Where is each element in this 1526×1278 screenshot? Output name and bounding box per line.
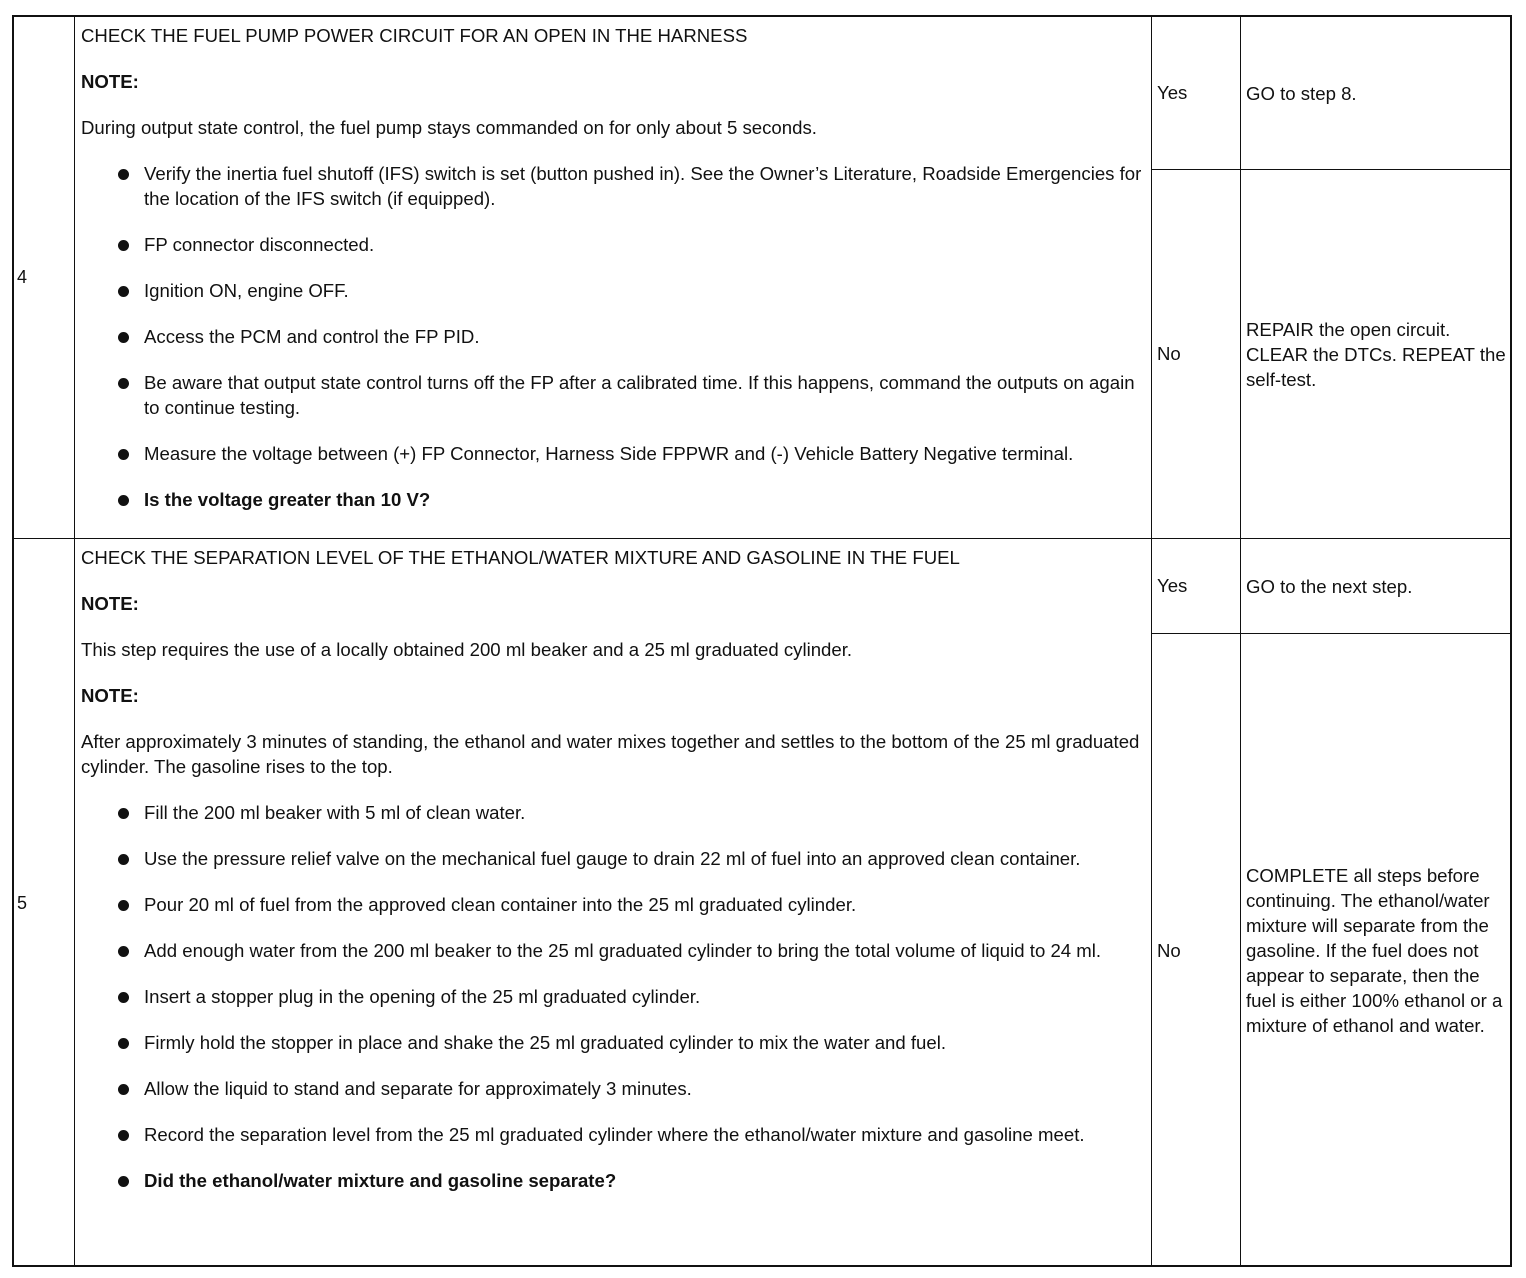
step-heading: CHECK THE FUEL PUMP POWER CIRCUIT FOR AN OPEN IN THE HARNESS bbox=[81, 25, 748, 46]
bullet-icon bbox=[118, 449, 129, 460]
answer-yes-action: GO to the next step. bbox=[1246, 575, 1413, 597]
instruction-item: Pour 20 ml of fuel from the approved clean container into the 25 ml graduated cylinder. bbox=[81, 892, 1143, 917]
instruction-item: Ignition ON, engine OFF. bbox=[81, 278, 1143, 303]
answer-no-label: No bbox=[1152, 634, 1241, 1267]
step-action bbox=[75, 17, 1152, 538]
instruction-list bbox=[81, 800, 1143, 1193]
step-row-4 bbox=[14, 17, 1510, 539]
note-label: NOTE: bbox=[81, 685, 139, 706]
bullet-icon bbox=[118, 378, 129, 389]
instruction-item: Be aware that output state control turns off the FP after a calibrated time. If this happens, command the outputs on again to continue testing. bbox=[81, 370, 1143, 420]
bullet-icon bbox=[118, 808, 129, 819]
bullet-icon bbox=[118, 332, 129, 343]
answer-yes bbox=[1152, 17, 1510, 170]
answers-column bbox=[1152, 539, 1510, 1267]
bullet-icon bbox=[118, 946, 129, 957]
note-label: NOTE: bbox=[81, 593, 139, 614]
answer-no bbox=[1152, 170, 1510, 538]
diagnostic-table bbox=[12, 15, 1512, 1267]
bullet-icon bbox=[118, 1084, 129, 1095]
bullet-icon bbox=[118, 286, 129, 297]
instruction-item: Measure the voltage between (+) FP Connector, Harness Side FPPWR and (-) Vehicle Battery Negative terminal. bbox=[81, 441, 1143, 466]
bullet-icon bbox=[118, 854, 129, 865]
instruction-item: Insert a stopper plug in the opening of the 25 ml graduated cylinder. bbox=[81, 984, 1143, 1009]
note-text: After approximately 3 minutes of standing, the ethanol and water mixes together and settles to the bottom of the 25 ml graduated cylinder. The gasoline rises to the top. bbox=[81, 731, 1140, 777]
instruction-item: Verify the inertia fuel shutoff (IFS) switch is set (button pushed in). See the Owner’s Literature, Roadside Emergencies for the location of the IFS switch (if equipped). bbox=[81, 161, 1143, 211]
answer-yes-label: Yes bbox=[1152, 539, 1241, 633]
step-action bbox=[75, 539, 1152, 1267]
answer-yes bbox=[1152, 539, 1510, 634]
bullet-icon bbox=[118, 1130, 129, 1141]
answer-no-label: No bbox=[1152, 170, 1241, 538]
answer-no-action: COMPLETE all steps before continuing. The ethanol/water mixture will separate from the gasoline. If the fuel does not appear to separate, then the fuel is either 100% ethanol or a mixture of ethanol and water. bbox=[1246, 865, 1503, 1036]
step-row-5 bbox=[14, 539, 1510, 1267]
note-label: NOTE: bbox=[81, 71, 139, 92]
note-text: This step requires the use of a locally obtained 200 ml beaker and a 25 ml graduated cylinder. bbox=[81, 639, 853, 660]
bullet-icon bbox=[118, 169, 129, 180]
instruction-item: Firmly hold the stopper in place and shake the 25 ml graduated cylinder to mix the water and fuel. bbox=[81, 1030, 1143, 1055]
step-heading: CHECK THE SEPARATION LEVEL OF THE ETHANOL/WATER MIXTURE AND GASOLINE IN THE FUEL bbox=[81, 547, 960, 568]
step-question: Did the ethanol/water mixture and gasoline separate? bbox=[81, 1168, 1143, 1193]
instruction-item: FP connector disconnected. bbox=[81, 232, 1143, 257]
instruction-item: Allow the liquid to stand and separate for approximately 3 minutes. bbox=[81, 1076, 1143, 1101]
instruction-item: Access the PCM and control the FP PID. bbox=[81, 324, 1143, 349]
step-question: Is the voltage greater than 10 V? bbox=[81, 487, 1143, 512]
instruction-item: Record the separation level from the 25 ml graduated cylinder where the ethanol/water mixture and gasoline meet. bbox=[81, 1122, 1143, 1147]
step-number: 4 bbox=[14, 17, 75, 538]
instruction-item: Fill the 200 ml beaker with 5 ml of clean water. bbox=[81, 800, 1143, 825]
bullet-icon bbox=[118, 240, 129, 251]
answers-column bbox=[1152, 17, 1510, 538]
instruction-item: Use the pressure relief valve on the mechanical fuel gauge to drain 22 ml of fuel into an approved clean container. bbox=[81, 846, 1143, 871]
answer-no bbox=[1152, 634, 1510, 1267]
answer-yes-label: Yes bbox=[1152, 17, 1241, 169]
answer-no-action: REPAIR the open circuit. CLEAR the DTCs. REPEAT the self-test. bbox=[1246, 318, 1506, 390]
bullet-icon bbox=[118, 1176, 129, 1187]
bullet-icon bbox=[118, 992, 129, 1003]
note-text: During output state control, the fuel pump stays commanded on for only about 5 seconds. bbox=[81, 117, 817, 138]
answer-yes-action: GO to step 8. bbox=[1246, 82, 1357, 104]
bullet-icon bbox=[118, 1038, 129, 1049]
step-number: 5 bbox=[14, 539, 75, 1267]
bullet-icon bbox=[118, 900, 129, 911]
instruction-item: Add enough water from the 200 ml beaker to the 25 ml graduated cylinder to bring the total volume of liquid to 24 ml. bbox=[81, 938, 1143, 963]
instruction-list bbox=[81, 161, 1143, 512]
bullet-icon bbox=[118, 495, 129, 506]
